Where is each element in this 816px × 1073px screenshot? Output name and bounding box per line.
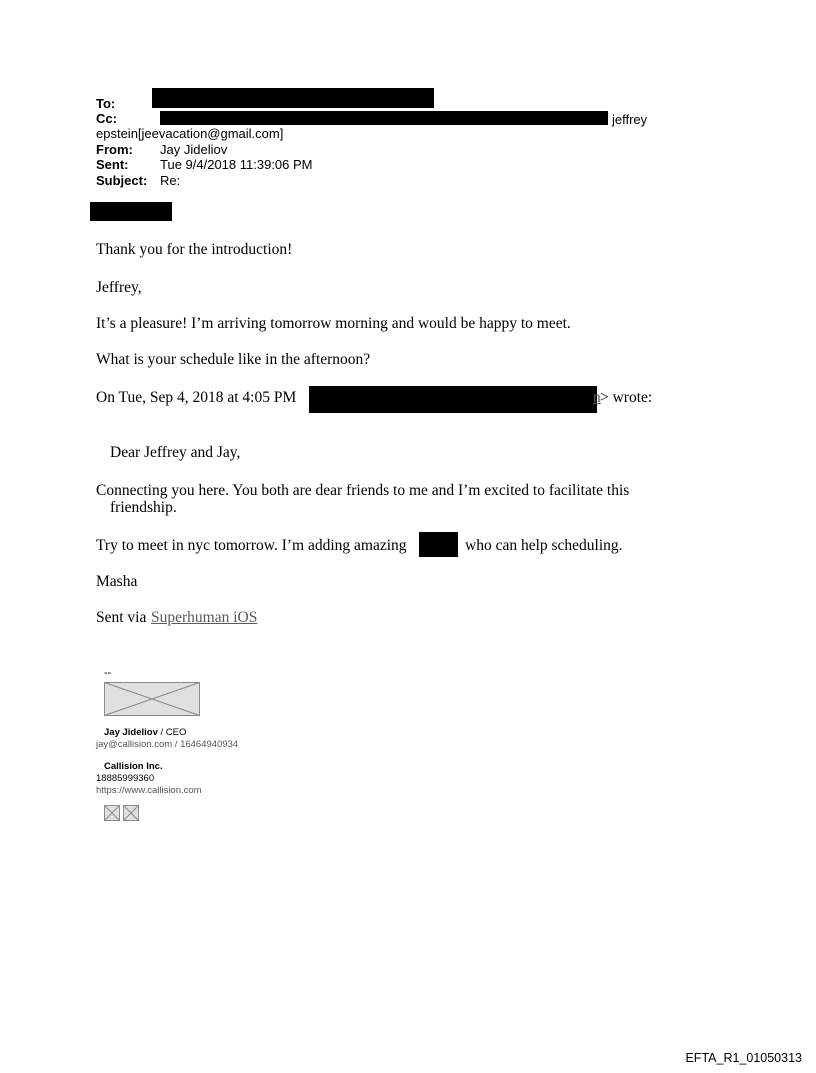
redaction-salutation (90, 202, 172, 221)
signature-name-line (104, 727, 186, 738)
from-value: Jay Jideliov (160, 142, 228, 157)
body-thanks: Thank you for the introduction! (96, 241, 293, 258)
broken-image-icon (104, 682, 200, 716)
cc-tail: jeffrey (612, 112, 648, 127)
signature-contact: jay@callision.com / 16464940934 (96, 739, 239, 750)
quoted-try-suffix: who can help scheduling. (465, 537, 623, 554)
broken-image-icon (123, 805, 139, 821)
quoted-connecting-2: friendship. (110, 499, 177, 516)
sent-label: Sent: (96, 157, 129, 172)
redaction-to (152, 88, 434, 108)
signature-company: Callision Inc. (104, 761, 163, 772)
cc-label: Cc: (96, 111, 117, 126)
sent-value: Tue 9/4/2018 11:39:06 PM (160, 157, 313, 172)
body-greeting: Jeffrey, (96, 279, 142, 296)
subject-label: Subject: (96, 173, 148, 188)
to-label: To: (96, 96, 116, 111)
redaction-cc (160, 111, 608, 125)
subject-value: Re: (160, 173, 181, 188)
quoted-try-prefix: Try to meet in nyc tomorrow. I’m adding amazing (96, 537, 407, 554)
quote-sender-link[interactable]: n (593, 389, 601, 406)
signature-title: / CEO (157, 727, 187, 738)
from-label: From: (96, 142, 133, 157)
document-id: EFTA_R1_01050313 (685, 1051, 802, 1065)
quote-prefix: On Tue, Sep 4, 2018 at 4:05 PM (96, 389, 297, 406)
quoted-connecting-1: Connecting you here. You both are dear friends to me and I’m excited to facilitate this (96, 482, 630, 499)
quoted-dear: Dear Jeffrey and Jay, (110, 444, 241, 461)
redaction-quote-sender (309, 386, 597, 413)
signature-phone: 18885999360 (96, 773, 155, 784)
superhuman-link[interactable]: Superhuman iOS (151, 609, 258, 626)
broken-image-icon (104, 805, 120, 821)
quoted-sign-name: Masha (96, 573, 138, 590)
signature-name: Jay Jideliov (104, 727, 158, 738)
signature-website: https://www.callision.com (96, 785, 202, 796)
body-schedule: What is your schedule like in the afternoon? (96, 351, 371, 368)
quote-suffix: > wrote: (600, 389, 653, 406)
signature-dash: -- (104, 667, 112, 679)
sent-via-text: Sent via (96, 609, 147, 626)
cc-line2: epstein[jeevacation@gmail.com] (96, 126, 284, 141)
body-pleasure: It’s a pleasure! I’m arriving tomorrow morning and would be happy to meet. (96, 315, 571, 332)
redaction-assistant-name (419, 532, 458, 557)
